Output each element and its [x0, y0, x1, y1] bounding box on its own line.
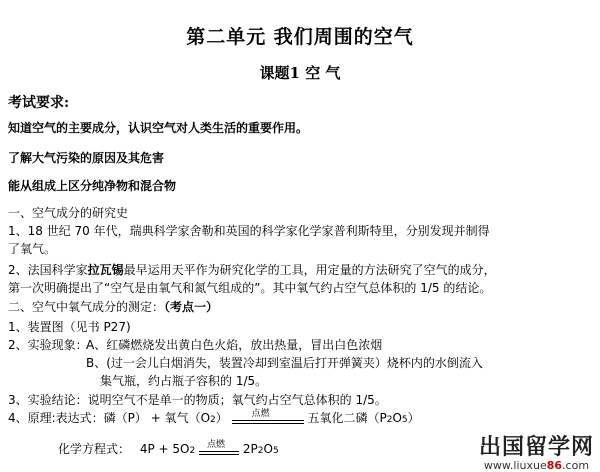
equation-line — [58, 440, 279, 457]
subscript: 2 — [386, 415, 393, 425]
requirements-heading: 考试要求: — [8, 95, 70, 111]
phenomenon-b: B、(过一会儿白烟消失，装置冷却到室温后打开弹簧夹）烧杯内的水倒流入 — [86, 356, 483, 370]
subscript: 2 — [210, 415, 216, 425]
watermark-site-name: 出国留学网 — [478, 435, 594, 460]
text-segment: ） — [215, 411, 228, 425]
phenomenon-a: A、红磷燃烧发出黄白色火焰，放出热量，冒出白色浓烟 — [86, 338, 383, 352]
text-segment: ） — [407, 411, 420, 425]
reaction-arrow — [199, 439, 239, 457]
text-segment: 二、空气中氧气成分的测定： — [8, 300, 165, 314]
requirement-item: 知道空气的主要成分，认识空气对人类生活的重要作用。 — [8, 121, 309, 135]
scientist-name: 拉瓦锡 — [87, 263, 124, 277]
reaction-arrow — [232, 408, 304, 426]
paragraph-line: 了氧气。 — [8, 242, 57, 256]
subscript: 5 — [272, 446, 279, 456]
arrow-condition: 点燃 — [207, 439, 226, 450]
text-segment: 2、法国科学家 — [8, 263, 88, 277]
text-segment: 86 — [546, 459, 563, 472]
paragraph-line: 1、18 世纪 70 年代，瑞典科学家舍勒和英国的科学家化学家普利斯特里，分别发现并制得 — [8, 224, 490, 238]
phenomena-label: 2、实验现象： — [8, 338, 88, 352]
conclusion-line: 3、实验结论：说明空气不是单一的物质；氧气约占空气总体积的 1/5。 — [8, 393, 387, 407]
section-heading: 一、空气成分的研究史 — [8, 206, 129, 220]
page-title: 第二单元 我们周围的空气 — [186, 26, 414, 48]
phenomenon-b-cont: 集气瓶，约占瓶子容积的 1/5。 — [100, 374, 268, 388]
paragraph-line — [8, 261, 496, 278]
paragraph-line: 1、装置图（见书 P27) — [8, 320, 131, 334]
text-segment: 2P — [242, 442, 258, 456]
exam-point-label: （考点一） — [164, 300, 219, 314]
arrow-condition: 点燃 — [251, 408, 270, 419]
subscript: 5 — [401, 415, 408, 425]
text-segment: 最早运用天平作为研究化学的工具，用定量的方法研究了空气的成分， — [123, 263, 496, 277]
equation-label: 化学方程式： — [58, 442, 131, 456]
text-segment: 4、原理:表达式：磷（P） + 氧气（O — [8, 411, 211, 425]
section-heading — [8, 298, 218, 315]
text-segment: www.liuxue — [483, 459, 547, 472]
watermark-url — [479, 459, 594, 472]
lesson-subtitle: 课题1 空 气 — [259, 64, 341, 82]
subscript: 2 — [257, 446, 264, 456]
text-segment: .com — [562, 459, 590, 472]
requirement-item: 了解大气污染的原因及其危害 — [8, 151, 165, 165]
text-segment: O — [263, 442, 273, 456]
site-watermark — [479, 430, 594, 472]
paragraph-line: 第一次明确提出了“空气是由氧气和氮气组成的”。其中氧气约占空气总体积的 1/5 的结论。 — [8, 281, 492, 295]
requirement-item: 能从组成上区分纯净物和混合物 — [8, 179, 177, 193]
text-segment: 4P + 5O — [139, 442, 190, 456]
text-segment: O — [392, 411, 402, 425]
principle-line — [8, 409, 420, 426]
subscript: 2 — [189, 446, 196, 456]
text-segment: 五氧化二磷（P — [307, 411, 387, 425]
